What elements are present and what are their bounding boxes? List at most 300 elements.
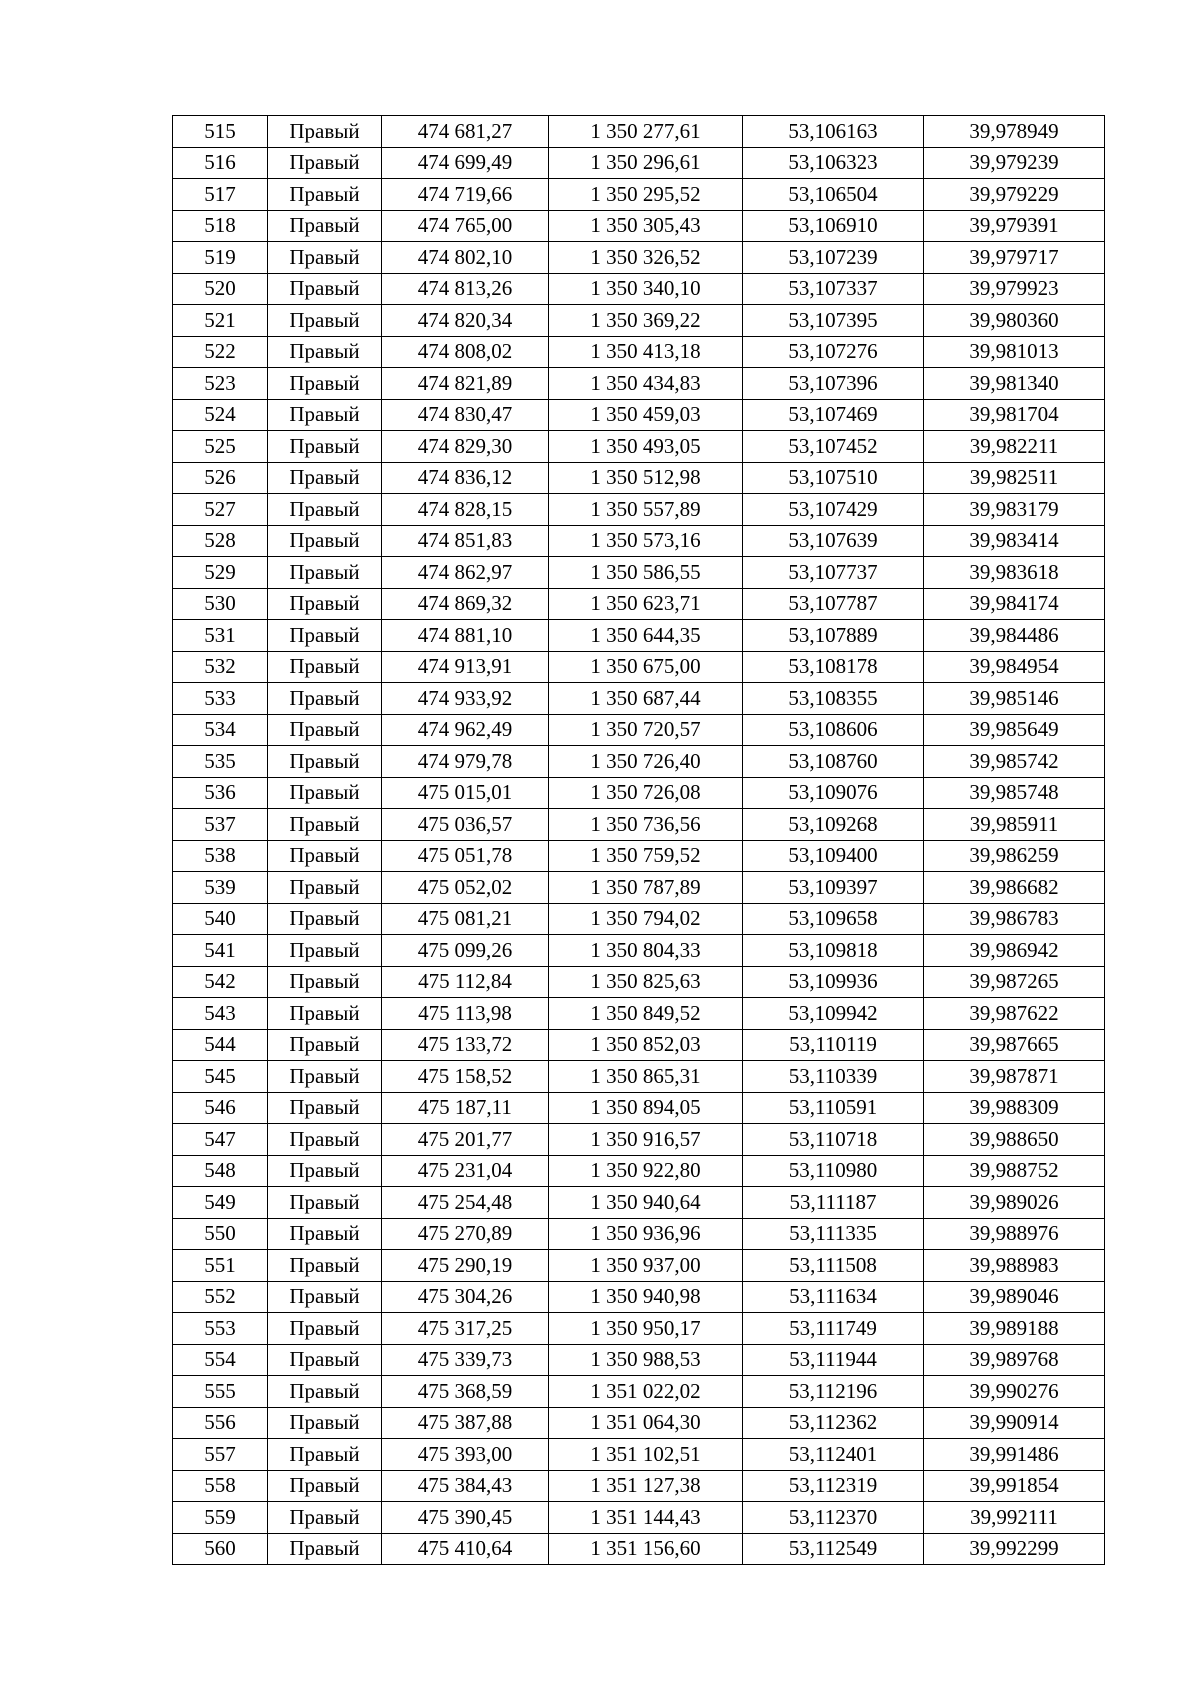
side-cell: Правый	[268, 147, 382, 179]
latitude-cell: 53,112401	[743, 1439, 924, 1471]
x-coordinate-cell: 475 051,78	[382, 840, 549, 872]
point-number-cell: 544	[173, 1029, 268, 1061]
y-coordinate-cell: 1 350 277,61	[549, 116, 743, 148]
point-number-cell: 532	[173, 651, 268, 683]
y-coordinate-cell: 1 350 459,03	[549, 399, 743, 431]
y-coordinate-cell: 1 350 623,71	[549, 588, 743, 620]
side-cell: Правый	[268, 777, 382, 809]
y-coordinate-cell: 1 350 937,00	[549, 1250, 743, 1282]
side-cell: Правый	[268, 242, 382, 274]
point-number-cell: 537	[173, 809, 268, 841]
y-coordinate-cell: 1 350 295,52	[549, 179, 743, 211]
latitude-cell: 53,109942	[743, 998, 924, 1030]
latitude-cell: 53,109400	[743, 840, 924, 872]
longitude-cell: 39,979717	[924, 242, 1105, 274]
x-coordinate-cell: 474 813,26	[382, 273, 549, 305]
table-row	[173, 777, 1105, 809]
x-coordinate-cell: 474 881,10	[382, 620, 549, 652]
longitude-cell: 39,991854	[924, 1470, 1105, 1502]
longitude-cell: 39,984486	[924, 620, 1105, 652]
side-cell: Правый	[268, 399, 382, 431]
x-coordinate-cell: 475 113,98	[382, 998, 549, 1030]
point-number-cell: 554	[173, 1344, 268, 1376]
point-number-cell: 524	[173, 399, 268, 431]
longitude-cell: 39,992299	[924, 1533, 1105, 1565]
y-coordinate-cell: 1 350 326,52	[549, 242, 743, 274]
side-cell: Правый	[268, 714, 382, 746]
longitude-cell: 39,985146	[924, 683, 1105, 715]
point-number-cell: 530	[173, 588, 268, 620]
point-number-cell: 521	[173, 305, 268, 337]
side-cell: Правый	[268, 872, 382, 904]
y-coordinate-cell: 1 350 759,52	[549, 840, 743, 872]
x-coordinate-cell: 474 851,83	[382, 525, 549, 557]
longitude-cell: 39,985911	[924, 809, 1105, 841]
longitude-cell: 39,988752	[924, 1155, 1105, 1187]
point-number-cell: 555	[173, 1376, 268, 1408]
table-row	[173, 935, 1105, 967]
table-row	[173, 966, 1105, 998]
point-number-cell: 519	[173, 242, 268, 274]
side-cell: Правый	[268, 746, 382, 778]
table-row	[173, 683, 1105, 715]
point-number-cell: 546	[173, 1092, 268, 1124]
y-coordinate-cell: 1 350 865,31	[549, 1061, 743, 1093]
y-coordinate-cell: 1 350 340,10	[549, 273, 743, 305]
y-coordinate-cell: 1 350 305,43	[549, 210, 743, 242]
y-coordinate-cell: 1 350 586,55	[549, 557, 743, 589]
latitude-cell: 53,106910	[743, 210, 924, 242]
side-cell: Правый	[268, 336, 382, 368]
latitude-cell: 53,109658	[743, 903, 924, 935]
x-coordinate-cell: 475 304,26	[382, 1281, 549, 1313]
table-row	[173, 872, 1105, 904]
latitude-cell: 53,111944	[743, 1344, 924, 1376]
side-cell: Правый	[268, 1187, 382, 1219]
point-number-cell: 553	[173, 1313, 268, 1345]
table-body	[173, 116, 1105, 1565]
longitude-cell: 39,983618	[924, 557, 1105, 589]
side-cell: Правый	[268, 210, 382, 242]
x-coordinate-cell: 475 201,77	[382, 1124, 549, 1156]
side-cell: Правый	[268, 1439, 382, 1471]
point-number-cell: 542	[173, 966, 268, 998]
x-coordinate-cell: 475 099,26	[382, 935, 549, 967]
table-row	[173, 273, 1105, 305]
longitude-cell: 39,981704	[924, 399, 1105, 431]
longitude-cell: 39,986783	[924, 903, 1105, 935]
longitude-cell: 39,989188	[924, 1313, 1105, 1345]
table-row	[173, 557, 1105, 589]
longitude-cell: 39,986259	[924, 840, 1105, 872]
table-row	[173, 746, 1105, 778]
table-row	[173, 210, 1105, 242]
y-coordinate-cell: 1 350 849,52	[549, 998, 743, 1030]
latitude-cell: 53,107510	[743, 462, 924, 494]
x-coordinate-cell: 474 862,97	[382, 557, 549, 589]
longitude-cell: 39,979229	[924, 179, 1105, 211]
table-row	[173, 1439, 1105, 1471]
x-coordinate-cell: 475 317,25	[382, 1313, 549, 1345]
longitude-cell: 39,979923	[924, 273, 1105, 305]
side-cell: Правый	[268, 1029, 382, 1061]
x-coordinate-cell: 475 368,59	[382, 1376, 549, 1408]
side-cell: Правый	[268, 1250, 382, 1282]
side-cell: Правый	[268, 651, 382, 683]
point-number-cell: 541	[173, 935, 268, 967]
x-coordinate-cell: 475 393,00	[382, 1439, 549, 1471]
longitude-cell: 39,987622	[924, 998, 1105, 1030]
longitude-cell: 39,983414	[924, 525, 1105, 557]
x-coordinate-cell: 474 719,66	[382, 179, 549, 211]
table-row	[173, 305, 1105, 337]
y-coordinate-cell: 1 351 127,38	[549, 1470, 743, 1502]
y-coordinate-cell: 1 350 644,35	[549, 620, 743, 652]
table-row	[173, 1376, 1105, 1408]
point-number-cell: 515	[173, 116, 268, 148]
side-cell: Правый	[268, 1281, 382, 1313]
table-row	[173, 494, 1105, 526]
latitude-cell: 53,107239	[743, 242, 924, 274]
latitude-cell: 53,112370	[743, 1502, 924, 1534]
y-coordinate-cell: 1 350 736,56	[549, 809, 743, 841]
latitude-cell: 53,107337	[743, 273, 924, 305]
latitude-cell: 53,112319	[743, 1470, 924, 1502]
table-row	[173, 1092, 1105, 1124]
longitude-cell: 39,988650	[924, 1124, 1105, 1156]
latitude-cell: 53,109268	[743, 809, 924, 841]
longitude-cell: 39,985742	[924, 746, 1105, 778]
latitude-cell: 53,111187	[743, 1187, 924, 1219]
latitude-cell: 53,107395	[743, 305, 924, 337]
longitude-cell: 39,981340	[924, 368, 1105, 400]
x-coordinate-cell: 474 828,15	[382, 494, 549, 526]
table-row	[173, 1407, 1105, 1439]
y-coordinate-cell: 1 350 434,83	[549, 368, 743, 400]
latitude-cell: 53,106323	[743, 147, 924, 179]
side-cell: Правый	[268, 1061, 382, 1093]
point-number-cell: 538	[173, 840, 268, 872]
longitude-cell: 39,990276	[924, 1376, 1105, 1408]
latitude-cell: 53,111634	[743, 1281, 924, 1313]
point-number-cell: 558	[173, 1470, 268, 1502]
x-coordinate-cell: 474 933,92	[382, 683, 549, 715]
latitude-cell: 53,108178	[743, 651, 924, 683]
longitude-cell: 39,988976	[924, 1218, 1105, 1250]
x-coordinate-cell: 475 387,88	[382, 1407, 549, 1439]
y-coordinate-cell: 1 350 794,02	[549, 903, 743, 935]
x-coordinate-cell: 474 681,27	[382, 116, 549, 148]
table-row	[173, 147, 1105, 179]
side-cell: Правый	[268, 1376, 382, 1408]
table-row	[173, 116, 1105, 148]
point-number-cell: 539	[173, 872, 268, 904]
point-number-cell: 557	[173, 1439, 268, 1471]
latitude-cell: 53,110339	[743, 1061, 924, 1093]
side-cell: Правый	[268, 840, 382, 872]
table-row	[173, 1470, 1105, 1502]
y-coordinate-cell: 1 350 988,53	[549, 1344, 743, 1376]
latitude-cell: 53,106163	[743, 116, 924, 148]
table-row	[173, 588, 1105, 620]
x-coordinate-cell: 475 410,64	[382, 1533, 549, 1565]
y-coordinate-cell: 1 350 852,03	[549, 1029, 743, 1061]
longitude-cell: 39,983179	[924, 494, 1105, 526]
longitude-cell: 39,986942	[924, 935, 1105, 967]
table-row	[173, 1344, 1105, 1376]
point-number-cell: 516	[173, 147, 268, 179]
longitude-cell: 39,979239	[924, 147, 1105, 179]
y-coordinate-cell: 1 351 064,30	[549, 1407, 743, 1439]
side-cell: Правый	[268, 305, 382, 337]
latitude-cell: 53,111508	[743, 1250, 924, 1282]
x-coordinate-cell: 475 112,84	[382, 966, 549, 998]
x-coordinate-cell: 474 829,30	[382, 431, 549, 463]
x-coordinate-cell: 474 821,89	[382, 368, 549, 400]
x-coordinate-cell: 475 052,02	[382, 872, 549, 904]
point-number-cell: 534	[173, 714, 268, 746]
table-row	[173, 1533, 1105, 1565]
y-coordinate-cell: 1 350 825,63	[549, 966, 743, 998]
x-coordinate-cell: 474 820,34	[382, 305, 549, 337]
latitude-cell: 53,111335	[743, 1218, 924, 1250]
side-cell: Правый	[268, 935, 382, 967]
x-coordinate-cell: 475 133,72	[382, 1029, 549, 1061]
x-coordinate-cell: 475 290,19	[382, 1250, 549, 1282]
x-coordinate-cell: 474 979,78	[382, 746, 549, 778]
latitude-cell: 53,107469	[743, 399, 924, 431]
y-coordinate-cell: 1 350 804,33	[549, 935, 743, 967]
y-coordinate-cell: 1 350 413,18	[549, 336, 743, 368]
point-number-cell: 527	[173, 494, 268, 526]
longitude-cell: 39,981013	[924, 336, 1105, 368]
table-row	[173, 399, 1105, 431]
table-row	[173, 1281, 1105, 1313]
side-cell: Правый	[268, 116, 382, 148]
point-number-cell: 518	[173, 210, 268, 242]
x-coordinate-cell: 474 913,91	[382, 651, 549, 683]
longitude-cell: 39,984954	[924, 651, 1105, 683]
table-row	[173, 462, 1105, 494]
longitude-cell: 39,986682	[924, 872, 1105, 904]
side-cell: Правый	[268, 1124, 382, 1156]
latitude-cell: 53,106504	[743, 179, 924, 211]
side-cell: Правый	[268, 1502, 382, 1534]
table-row	[173, 809, 1105, 841]
table-row	[173, 242, 1105, 274]
table-row	[173, 525, 1105, 557]
point-number-cell: 548	[173, 1155, 268, 1187]
longitude-cell: 39,984174	[924, 588, 1105, 620]
side-cell: Правый	[268, 494, 382, 526]
y-coordinate-cell: 1 350 726,08	[549, 777, 743, 809]
longitude-cell: 39,989026	[924, 1187, 1105, 1219]
table-row	[173, 179, 1105, 211]
x-coordinate-cell: 474 962,49	[382, 714, 549, 746]
y-coordinate-cell: 1 350 916,57	[549, 1124, 743, 1156]
y-coordinate-cell: 1 350 557,89	[549, 494, 743, 526]
side-cell: Правый	[268, 1344, 382, 1376]
y-coordinate-cell: 1 351 022,02	[549, 1376, 743, 1408]
table-row	[173, 368, 1105, 400]
table-row	[173, 903, 1105, 935]
y-coordinate-cell: 1 350 675,00	[549, 651, 743, 683]
latitude-cell: 53,107429	[743, 494, 924, 526]
longitude-cell: 39,980360	[924, 305, 1105, 337]
y-coordinate-cell: 1 350 512,98	[549, 462, 743, 494]
latitude-cell: 53,112196	[743, 1376, 924, 1408]
point-number-cell: 529	[173, 557, 268, 589]
longitude-cell: 39,982511	[924, 462, 1105, 494]
point-number-cell: 525	[173, 431, 268, 463]
x-coordinate-cell: 475 270,89	[382, 1218, 549, 1250]
y-coordinate-cell: 1 350 687,44	[549, 683, 743, 715]
x-coordinate-cell: 475 036,57	[382, 809, 549, 841]
y-coordinate-cell: 1 350 922,80	[549, 1155, 743, 1187]
latitude-cell: 53,109818	[743, 935, 924, 967]
x-coordinate-cell: 475 231,04	[382, 1155, 549, 1187]
latitude-cell: 53,107737	[743, 557, 924, 589]
y-coordinate-cell: 1 351 144,43	[549, 1502, 743, 1534]
side-cell: Правый	[268, 903, 382, 935]
latitude-cell: 53,108355	[743, 683, 924, 715]
longitude-cell: 39,987665	[924, 1029, 1105, 1061]
table-row	[173, 714, 1105, 746]
y-coordinate-cell: 1 350 894,05	[549, 1092, 743, 1124]
coordinates-table	[172, 115, 1105, 1565]
longitude-cell: 39,985649	[924, 714, 1105, 746]
x-coordinate-cell: 475 158,52	[382, 1061, 549, 1093]
latitude-cell: 53,110119	[743, 1029, 924, 1061]
x-coordinate-cell: 474 836,12	[382, 462, 549, 494]
point-number-cell: 543	[173, 998, 268, 1030]
y-coordinate-cell: 1 350 369,22	[549, 305, 743, 337]
table-row	[173, 336, 1105, 368]
latitude-cell: 53,109397	[743, 872, 924, 904]
longitude-cell: 39,978949	[924, 116, 1105, 148]
x-coordinate-cell: 475 015,01	[382, 777, 549, 809]
x-coordinate-cell: 475 254,48	[382, 1187, 549, 1219]
point-number-cell: 547	[173, 1124, 268, 1156]
side-cell: Правый	[268, 179, 382, 211]
table-row	[173, 1250, 1105, 1282]
x-coordinate-cell: 474 808,02	[382, 336, 549, 368]
side-cell: Правый	[268, 1313, 382, 1345]
side-cell: Правый	[268, 998, 382, 1030]
side-cell: Правый	[268, 966, 382, 998]
y-coordinate-cell: 1 350 940,98	[549, 1281, 743, 1313]
table-row	[173, 651, 1105, 683]
longitude-cell: 39,988309	[924, 1092, 1105, 1124]
longitude-cell: 39,989768	[924, 1344, 1105, 1376]
latitude-cell: 53,112362	[743, 1407, 924, 1439]
x-coordinate-cell: 475 187,11	[382, 1092, 549, 1124]
side-cell: Правый	[268, 1155, 382, 1187]
longitude-cell: 39,982211	[924, 431, 1105, 463]
point-number-cell: 531	[173, 620, 268, 652]
latitude-cell: 53,107889	[743, 620, 924, 652]
point-number-cell: 549	[173, 1187, 268, 1219]
y-coordinate-cell: 1 350 940,64	[549, 1187, 743, 1219]
table-row	[173, 1218, 1105, 1250]
latitude-cell: 53,107787	[743, 588, 924, 620]
point-number-cell: 536	[173, 777, 268, 809]
point-number-cell: 551	[173, 1250, 268, 1282]
point-number-cell: 540	[173, 903, 268, 935]
table-row	[173, 1502, 1105, 1534]
y-coordinate-cell: 1 351 156,60	[549, 1533, 743, 1565]
x-coordinate-cell: 474 869,32	[382, 588, 549, 620]
latitude-cell: 53,107396	[743, 368, 924, 400]
x-coordinate-cell: 474 699,49	[382, 147, 549, 179]
point-number-cell: 560	[173, 1533, 268, 1565]
side-cell: Правый	[268, 1470, 382, 1502]
point-number-cell: 559	[173, 1502, 268, 1534]
latitude-cell: 53,107452	[743, 431, 924, 463]
latitude-cell: 53,110980	[743, 1155, 924, 1187]
point-number-cell: 526	[173, 462, 268, 494]
table-row	[173, 1124, 1105, 1156]
latitude-cell: 53,112549	[743, 1533, 924, 1565]
side-cell: Правый	[268, 462, 382, 494]
side-cell: Правый	[268, 588, 382, 620]
side-cell: Правый	[268, 557, 382, 589]
longitude-cell: 39,990914	[924, 1407, 1105, 1439]
side-cell: Правый	[268, 683, 382, 715]
longitude-cell: 39,992111	[924, 1502, 1105, 1534]
latitude-cell: 53,110718	[743, 1124, 924, 1156]
table-row	[173, 1313, 1105, 1345]
latitude-cell: 53,111749	[743, 1313, 924, 1345]
y-coordinate-cell: 1 350 573,16	[549, 525, 743, 557]
x-coordinate-cell: 475 384,43	[382, 1470, 549, 1502]
table-row	[173, 1029, 1105, 1061]
longitude-cell: 39,988983	[924, 1250, 1105, 1282]
x-coordinate-cell: 475 339,73	[382, 1344, 549, 1376]
side-cell: Правый	[268, 620, 382, 652]
point-number-cell: 517	[173, 179, 268, 211]
latitude-cell: 53,110591	[743, 1092, 924, 1124]
latitude-cell: 53,108606	[743, 714, 924, 746]
table-row	[173, 840, 1105, 872]
y-coordinate-cell: 1 350 493,05	[549, 431, 743, 463]
table-row	[173, 431, 1105, 463]
longitude-cell: 39,991486	[924, 1439, 1105, 1471]
point-number-cell: 520	[173, 273, 268, 305]
point-number-cell: 550	[173, 1218, 268, 1250]
table-row	[173, 620, 1105, 652]
side-cell: Правый	[268, 431, 382, 463]
y-coordinate-cell: 1 350 936,96	[549, 1218, 743, 1250]
side-cell: Правый	[268, 1092, 382, 1124]
y-coordinate-cell: 1 350 720,57	[549, 714, 743, 746]
point-number-cell: 545	[173, 1061, 268, 1093]
longitude-cell: 39,989046	[924, 1281, 1105, 1313]
latitude-cell: 53,107276	[743, 336, 924, 368]
latitude-cell: 53,108760	[743, 746, 924, 778]
side-cell: Правый	[268, 368, 382, 400]
table-row	[173, 1155, 1105, 1187]
latitude-cell: 53,107639	[743, 525, 924, 557]
y-coordinate-cell: 1 350 726,40	[549, 746, 743, 778]
side-cell: Правый	[268, 1218, 382, 1250]
y-coordinate-cell: 1 351 102,51	[549, 1439, 743, 1471]
side-cell: Правый	[268, 1407, 382, 1439]
point-number-cell: 528	[173, 525, 268, 557]
point-number-cell: 522	[173, 336, 268, 368]
point-number-cell: 523	[173, 368, 268, 400]
side-cell: Правый	[268, 273, 382, 305]
